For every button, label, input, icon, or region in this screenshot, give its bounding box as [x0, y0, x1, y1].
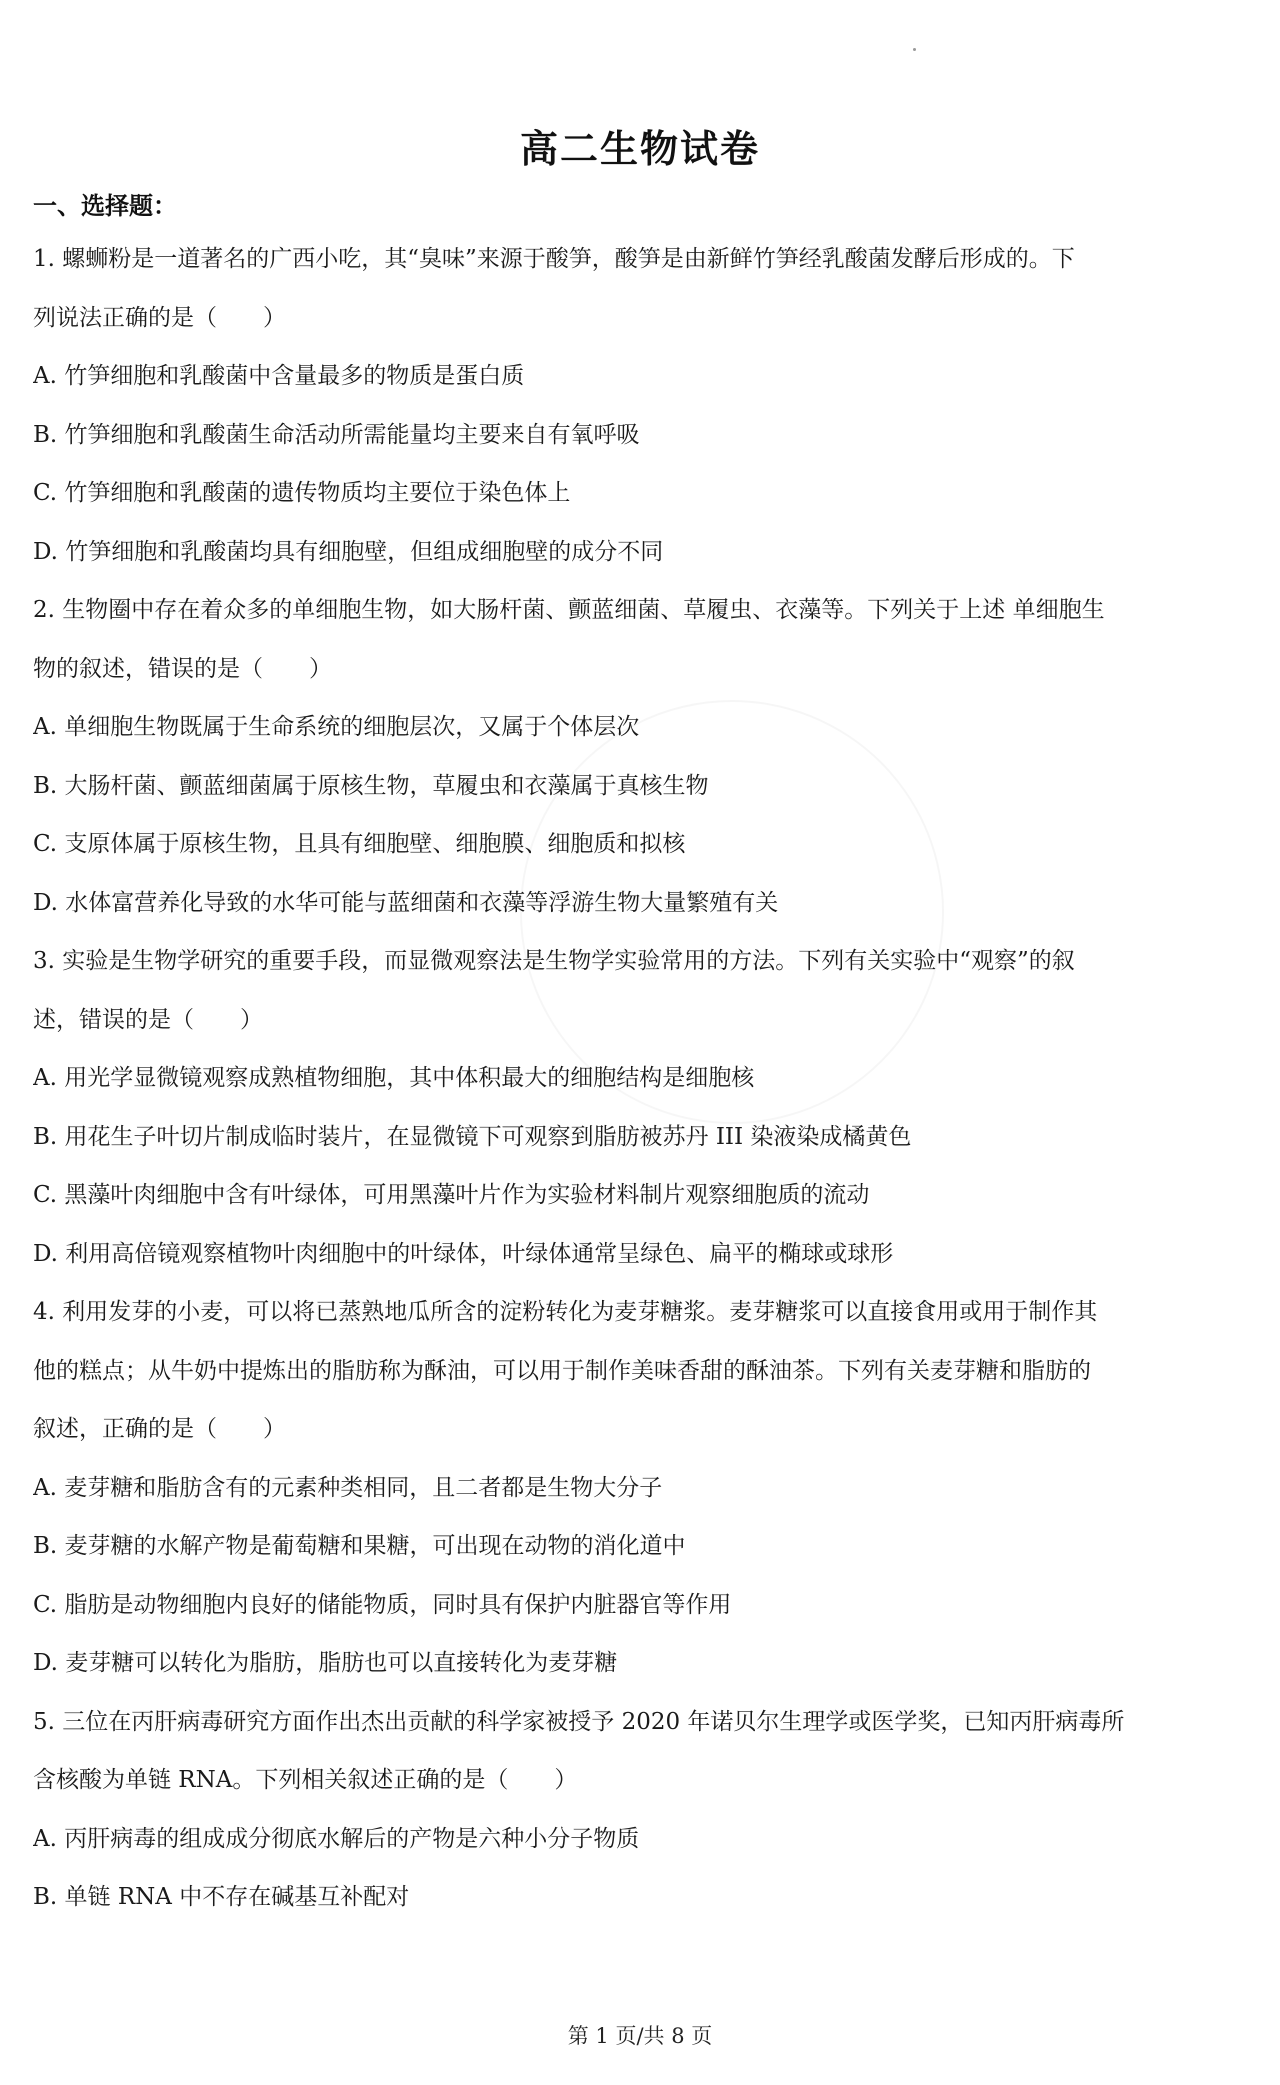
text-line: A. 丙肝病毒的组成成分彻底水解后的产物是六种小分子物质	[33, 1825, 640, 1852]
text-line: B. 单链 RNA 中不存在碱基互补配对	[33, 1884, 410, 1910]
text-line: C. 竹笋细胞和乳酸菌的遗传物质均主要位于染色体上	[33, 480, 571, 506]
page-title: 高二生物试卷	[519, 126, 760, 171]
text-line: 叙述，正确的是（ ）	[33, 1416, 286, 1442]
text-line: B. 麦芽糖的水解产物是葡萄糖和果糖，可出现在动物的消化道中	[33, 1533, 686, 1559]
text-line: C. 黑藻叶肉细胞中含有叶绿体，可用黑藻叶片作为实验材料制片观察细胞质的流动	[33, 1182, 870, 1208]
text-line: 物的叙述，错误的是（ ）	[33, 655, 332, 682]
text-line: 4. 利用发芽的小麦，可以将已蒸熟地瓜所含的淀粉转化为麦芽糖浆。麦芽糖浆可以直接食用或用于制作其	[33, 1299, 1098, 1325]
text-line: 3. 实验是生物学研究的重要手段，而显微观察法是生物学实验常用的方法。下列有关实验中“观察”的叙	[33, 948, 1075, 974]
text-line: B. 大肠杆菌、颤蓝细菌属于原核生物，草履虫和衣藻属于真核生物	[33, 772, 709, 799]
text-line: A. 单细胞生物既属于生命系统的细胞层次，又属于个体层次	[33, 714, 640, 740]
text-line: D. 麦芽糖可以转化为脂肪，脂肪也可以直接转化为麦芽糖	[33, 1650, 618, 1676]
text-line: B. 竹笋细胞和乳酸菌生命活动所需能量均主要来自有氧呼吸	[33, 421, 640, 448]
text-line: 5. 三位在丙肝病毒研究方面作出杰出贡献的科学家被授予 2020 年诺贝尔生理学或医学奖，已知丙肝病毒所	[33, 1708, 1125, 1735]
text-line: B. 用花生子叶切片制成临时装片，在显微镜下可观察到脂肪被苏丹 III 染液染成橘黄色	[33, 1123, 912, 1150]
text-line: C. 支原体属于原核生物，且具有细胞壁、细胞膜、细胞质和拟核	[33, 831, 686, 857]
section-heading: 一、选择题：	[33, 191, 177, 220]
question-body	[33, 230, 1258, 1927]
text-line: A. 用光学显微镜观察成熟植物细胞，其中体积最大的细胞结构是细胞核	[33, 1065, 755, 1091]
text-line: 2. 生物圈中存在着众多的单细胞生物，如大肠杆菌、颤蓝细菌、草履虫、衣藻等。下列关于上述 单细胞生	[33, 597, 1105, 623]
scan-speck	[913, 48, 916, 51]
page-footer: 第 1 页/共 8 页	[567, 2024, 713, 2048]
text-line: A. 麦芽糖和脂肪含有的元素种类相同，且二者都是生物大分子	[33, 1474, 663, 1501]
text-line: A. 竹笋细胞和乳酸菌中含量最多的物质是蛋白质	[33, 363, 525, 389]
text-line: 含核酸为单链 RNA。下列相关叙述正确的是（ ）	[33, 1767, 578, 1793]
text-line: 他的糕点；从牛奶中提炼出的脂肪称为酥油，可以用于制作美味香甜的酥油茶。下列有关麦芽糖和脂肪的	[33, 1357, 1091, 1384]
text-line: 述，错误的是（ ）	[33, 1006, 263, 1033]
text-line: D. 利用高倍镜观察植物叶肉细胞中的叶绿体，叶绿体通常呈绿色、扁平的椭球或球形	[33, 1240, 894, 1267]
text-line: 1. 螺蛳粉是一道著名的广西小吃，其“臭味”来源于酸笋，酸笋是由新鲜竹笋经乳酸菌发酵后形成的。下	[33, 246, 1075, 272]
text-line: D. 水体富营养化导致的水华可能与蓝细菌和衣藻等浮游生物大量繁殖有关	[33, 889, 779, 916]
text-line: 列说法正确的是（ ）	[33, 304, 286, 331]
text-line: C. 脂肪是动物细胞内良好的储能物质，同时具有保护内脏器官等作用	[33, 1591, 732, 1618]
text-line: D. 竹笋细胞和乳酸菌均具有细胞壁，但组成细胞壁的成分不同	[33, 538, 664, 565]
